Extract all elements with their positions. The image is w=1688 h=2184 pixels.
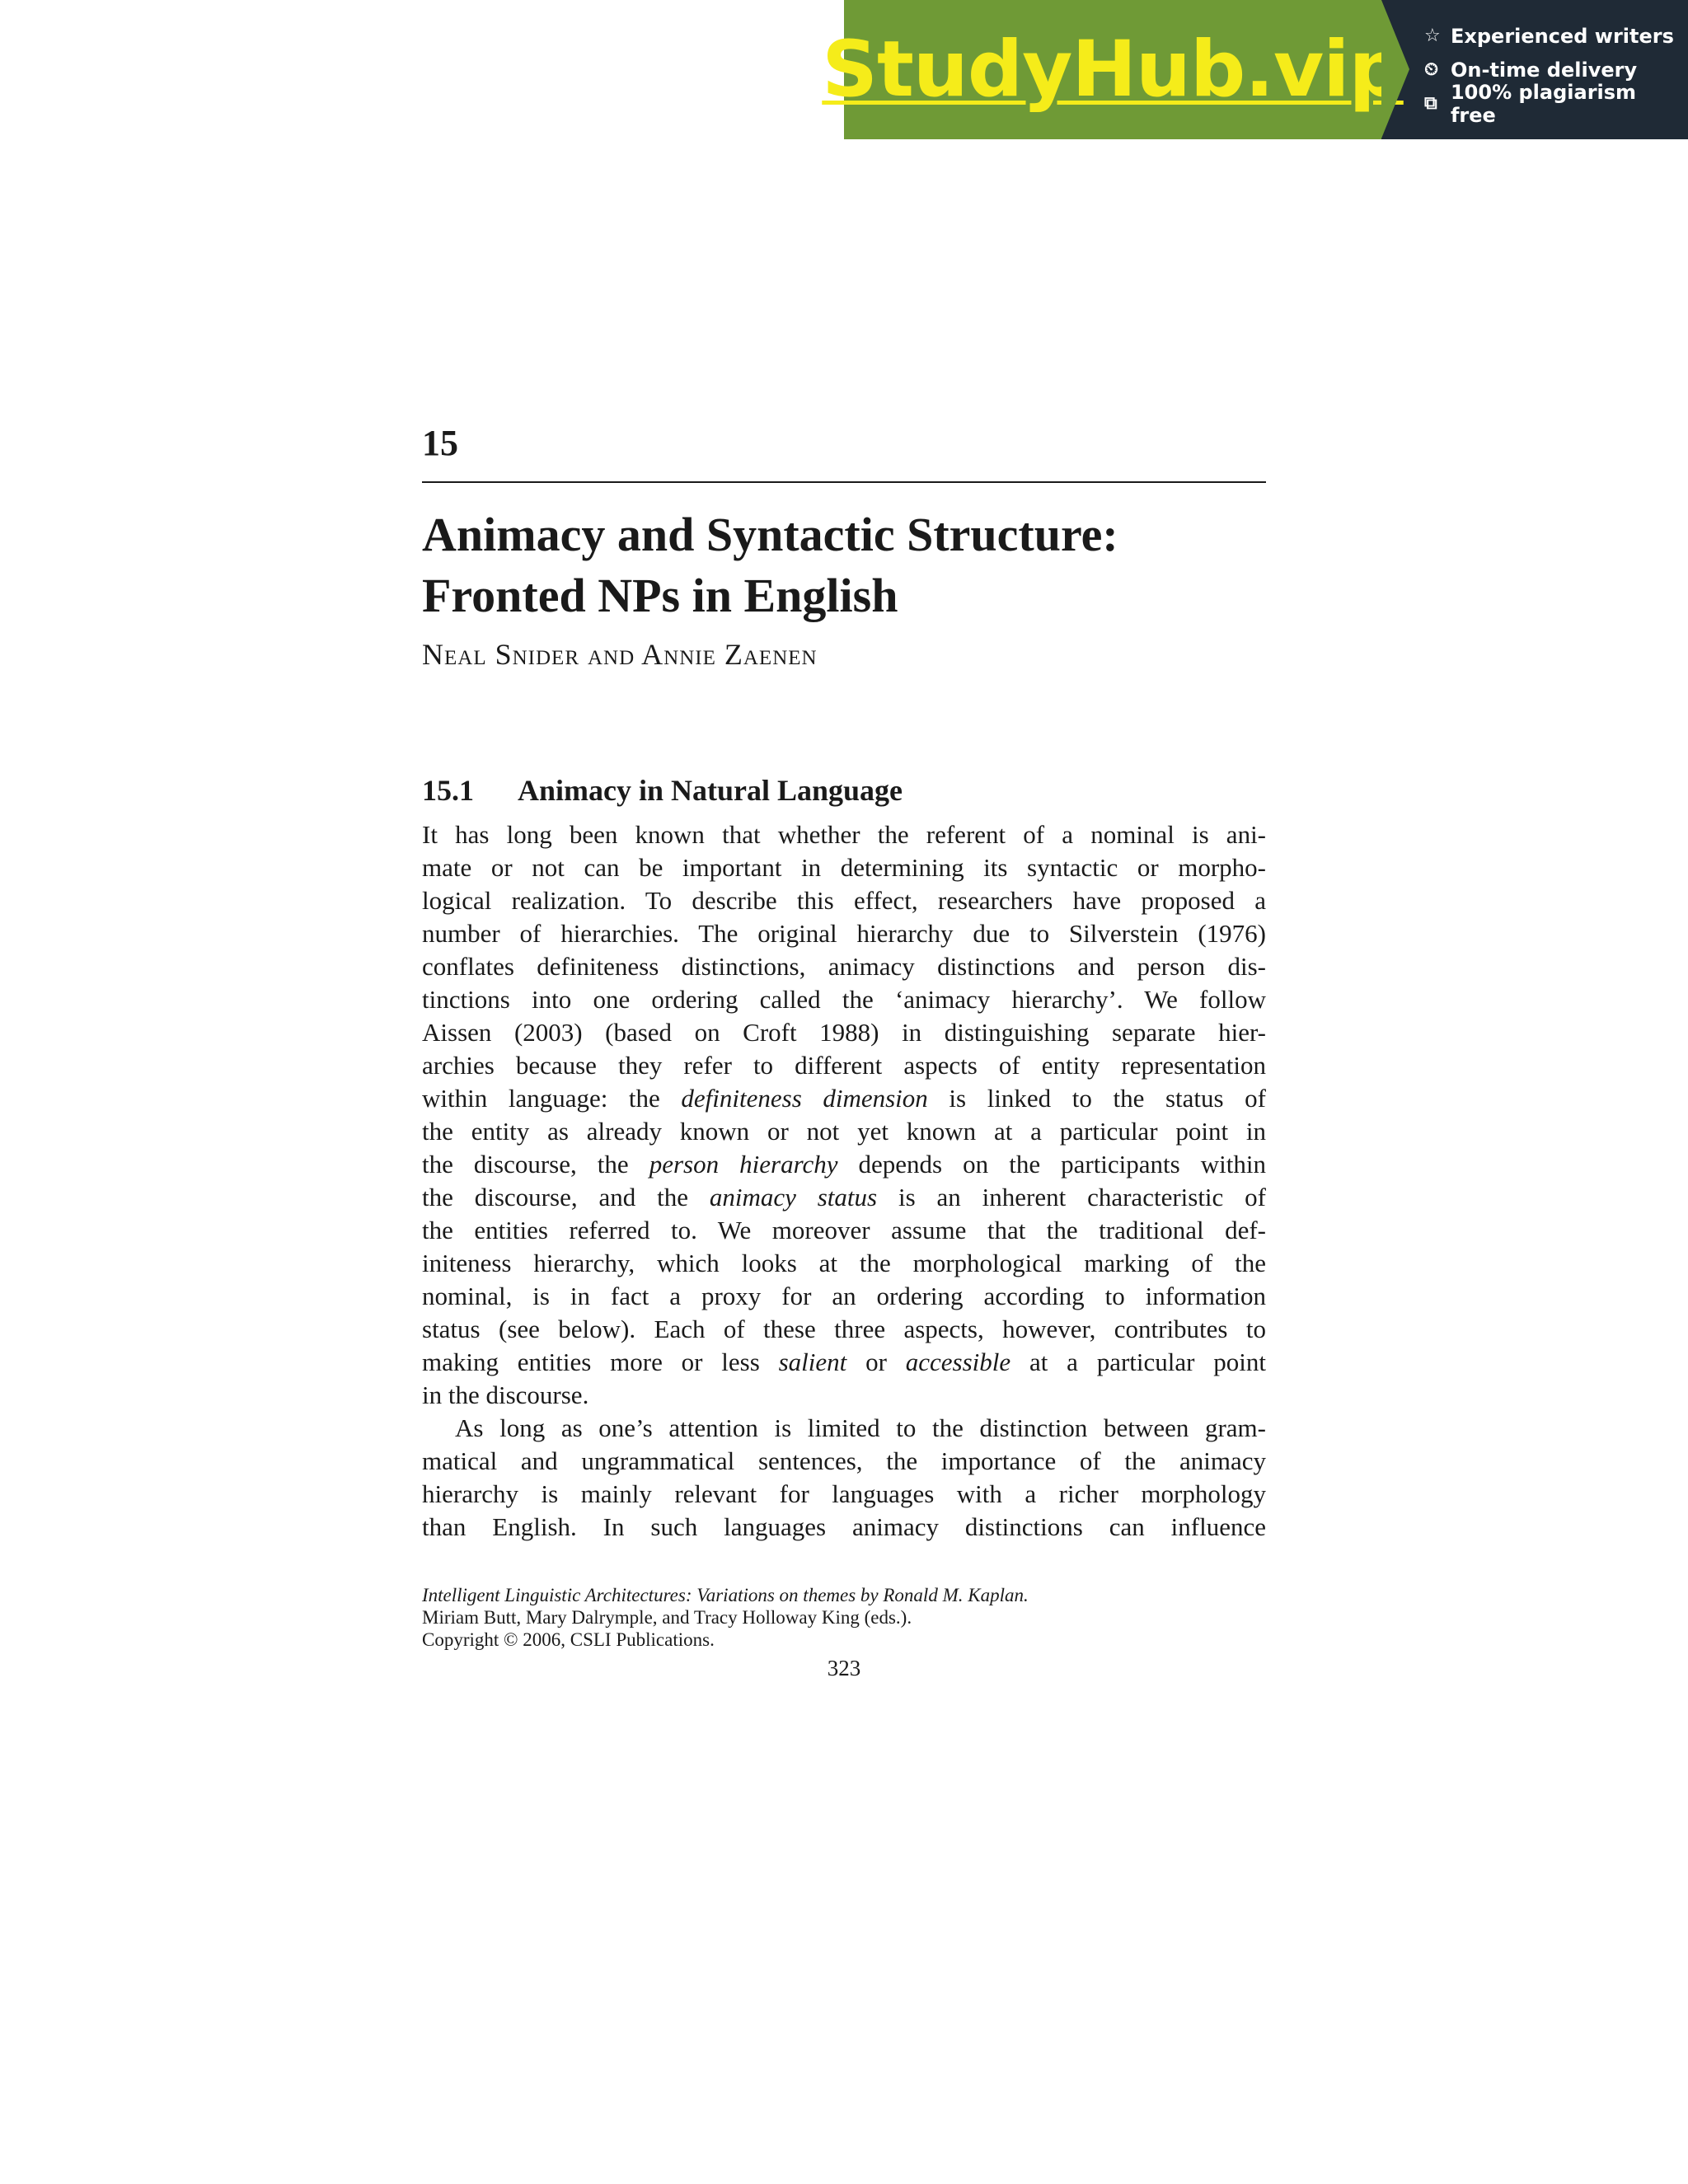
- body-line: number of hierarchies. The original hierarchy due to Silverstein (1976): [422, 919, 1266, 948]
- chapter-number: 15: [422, 423, 458, 463]
- body-line: archies because they refer to different aspects of entity representation: [422, 1051, 1266, 1080]
- feature-label: On-time delivery: [1451, 58, 1638, 82]
- chapter-title-line: Fronted NPs in English: [422, 569, 898, 622]
- italic-term: salient: [778, 1347, 847, 1376]
- clock-icon: ⏲: [1424, 59, 1439, 80]
- body-line: in the discourse.: [422, 1380, 589, 1409]
- page-number: 323: [827, 1656, 861, 1680]
- body-line: within language: the definiteness dimension is linked to the status of: [422, 1084, 1266, 1113]
- body-line: the entity as already known or not yet known at a particular point in: [422, 1117, 1266, 1146]
- feature-item: [1424, 19, 1688, 53]
- body-line: As long as one’s attention is limited to the distinction between gram-: [455, 1413, 1266, 1442]
- feature-item: [1424, 80, 1688, 127]
- italic-term: accessible: [905, 1347, 1011, 1376]
- body-line: tinctions into one ordering called the ‘animacy hierarchy’. We follow: [422, 985, 1266, 1014]
- chapter-authors: Neal Snider and Annie Zaenen: [422, 638, 818, 671]
- body-line: making entities more or less salient or accessible at a particular point: [422, 1347, 1266, 1376]
- italic-term: definiteness dimension: [681, 1084, 928, 1113]
- chapter-title-line: Animacy and Syntactic Structure:: [422, 508, 1118, 561]
- studyhub-logo[interactable]: StudyHub.vip: [822, 25, 1404, 115]
- studyhub-banner[interactable]: [822, 0, 1688, 139]
- chapter-title: [422, 504, 1266, 626]
- body-line: the discourse, the person hierarchy depends on the participants within: [422, 1150, 1266, 1179]
- body-line: matical and ungrammatical sentences, the importance of the animacy: [422, 1446, 1266, 1475]
- brand-panel[interactable]: [822, 0, 1404, 139]
- body-line: initeness hierarchy, which looks at the morphological marking of the: [422, 1249, 1266, 1277]
- footnote-book-title: Intelligent Linguistic Architectures: Variations on themes by Ronald M. Kaplan.: [422, 1585, 1029, 1605]
- body-text: [422, 818, 1266, 1544]
- footnote-copyright: Copyright © 2006, CSLI Publications.: [422, 1629, 715, 1650]
- feature-list: [1381, 0, 1688, 139]
- body-line: mate or not can be important in determining its syntactic or morpho-: [422, 853, 1266, 882]
- italic-term: animacy status: [709, 1183, 878, 1212]
- feature-label: Experienced writers: [1451, 24, 1674, 48]
- body-line: hierarchy is mainly relevant for languages with a richer morphology: [422, 1479, 1266, 1508]
- section-title: Animacy in Natural Language: [518, 774, 903, 807]
- banner-arrow-shape: [1381, 0, 1409, 138]
- body-line: status (see below). Each of these three aspects, however, contributes to: [422, 1315, 1266, 1343]
- body-line: It has long been known that whether the referent of a nominal is ani-: [422, 820, 1266, 849]
- body-line: than English. In such languages animacy distinctions can influence: [422, 1512, 1266, 1541]
- body-line: the discourse, and the animacy status is an inherent characteristic of: [422, 1183, 1267, 1212]
- body-line: Aissen (2003) (based on Croft 1988) in distinguishing separate hier-: [422, 1018, 1266, 1047]
- feature-label: 100% plagiarism free: [1450, 80, 1637, 127]
- star-outline-icon: ☆: [1424, 26, 1441, 46]
- copy-icon: ⧉: [1424, 93, 1437, 114]
- body-line: logical realization. To describe this effect, researchers have proposed a: [422, 886, 1266, 915]
- body-line: the entities referred to. We moreover assume that the traditional def-: [422, 1216, 1266, 1244]
- publication-footnote: [422, 1584, 1266, 1651]
- italic-term: person hierarchy: [649, 1150, 838, 1179]
- chapter-rule: [422, 481, 1266, 483]
- section-number: 15.1: [422, 774, 474, 807]
- section-heading: [422, 771, 903, 810]
- footnote-editors: Miriam Butt, Mary Dalrymple, and Tracy Holloway King (eds.).: [422, 1607, 912, 1628]
- body-line: conflates definiteness distinctions, animacy distinctions and person dis-: [422, 952, 1266, 981]
- body-line: nominal, is in fact a proxy for an ordering according to information: [422, 1282, 1266, 1310]
